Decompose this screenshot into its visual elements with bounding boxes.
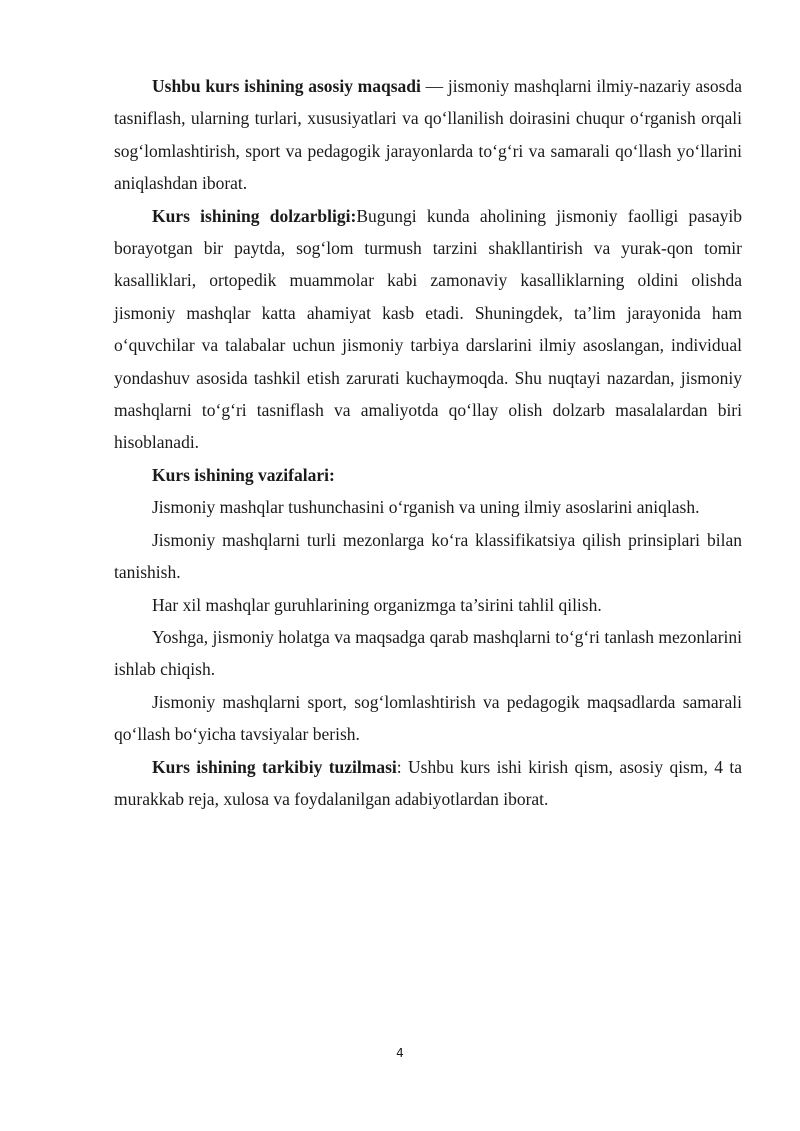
paragraph-relevance — [114, 200, 742, 459]
tasks-heading: Kurs ishining vazifalari: — [152, 464, 335, 485]
paragraph-structure — [114, 751, 742, 816]
page-number: 4 — [396, 1046, 404, 1060]
paragraph-aim — [114, 70, 742, 200]
relevance-text: Bugungi kunda aholining jismoniy faolligi pasayib borayotgan bir paytda, sog‘lom turmush tarzini shakllantirish va yurak-qon tomir kasalliklari, ortopedik muammolar kabi zamonaviy kasalliklarning oldini olishda jismoniy mashqlar katta ahamiyat kasb etadi. Shuningdek, ta’lim jarayonida ham o‘quvchilar va talabalar uchun jismoniy tarbiya darslarini ilmiy asoslangan, individual yondashuv asosida tashkil etish zarurati kuchaymoqda. Shu nuqtayi nazardan, jismoniy mashqlarni to‘g‘ri tasniflash va amaliyotda qo‘llay olish dolzarb masalalardan biri hisoblanadi. — [114, 205, 742, 453]
structure-label: Kurs ishining tarkibiy tuzilmasi — [152, 756, 397, 777]
task-item-2: Jismoniy mashqlarni turli mezonlarga ko‘ra klassifikatsiya qilish prinsiplari bilan tanishish. — [114, 529, 742, 583]
document-body — [114, 70, 742, 815]
task-item-3: Har xil mashqlar guruhlarining organizmga ta’sirini tahlil qilish. — [152, 594, 602, 615]
structure-text: : Ushbu kurs ishi kirish qism, asosiy qism, 4 ta murakkab reja, xulosa va foydalanilgan adabiyotlardan iborat. — [114, 756, 743, 809]
aim-text: — jismoniy mashqlarni ilmiy-nazariy asosda tasniflash, ularning turlari, xususiyatlari va qo‘llanilish doirasini chuqur o‘rganish orqali sog‘lomlashtirish, sport va pedagogik jarayonlarda to‘g‘ri va samarali qo‘llash yo‘llarini aniqlashdan iborat. — [114, 76, 742, 194]
task-item-5: Jismoniy mashqlarni sport, sog‘lomlashtirish va pedagogik maqsadlarda samarali qo‘llash bo‘yicha tavsiyalar berish. — [114, 691, 742, 745]
aim-label: Ushbu kurs ishining asosiy maqsadi — [152, 76, 421, 96]
relevance-label: Kurs ishining dolzarbligi: — [152, 205, 357, 226]
task-item-1: Jismoniy mashqlar tushunchasini o‘rganish va uning ilmiy asoslarini aniqlash. — [152, 497, 700, 518]
task-item-4: Yoshga, jismoniy holatga va maqsadga qarab mashqlarni to‘g‘ri tanlash mezonlarini ishlab chiqish. — [114, 626, 742, 680]
